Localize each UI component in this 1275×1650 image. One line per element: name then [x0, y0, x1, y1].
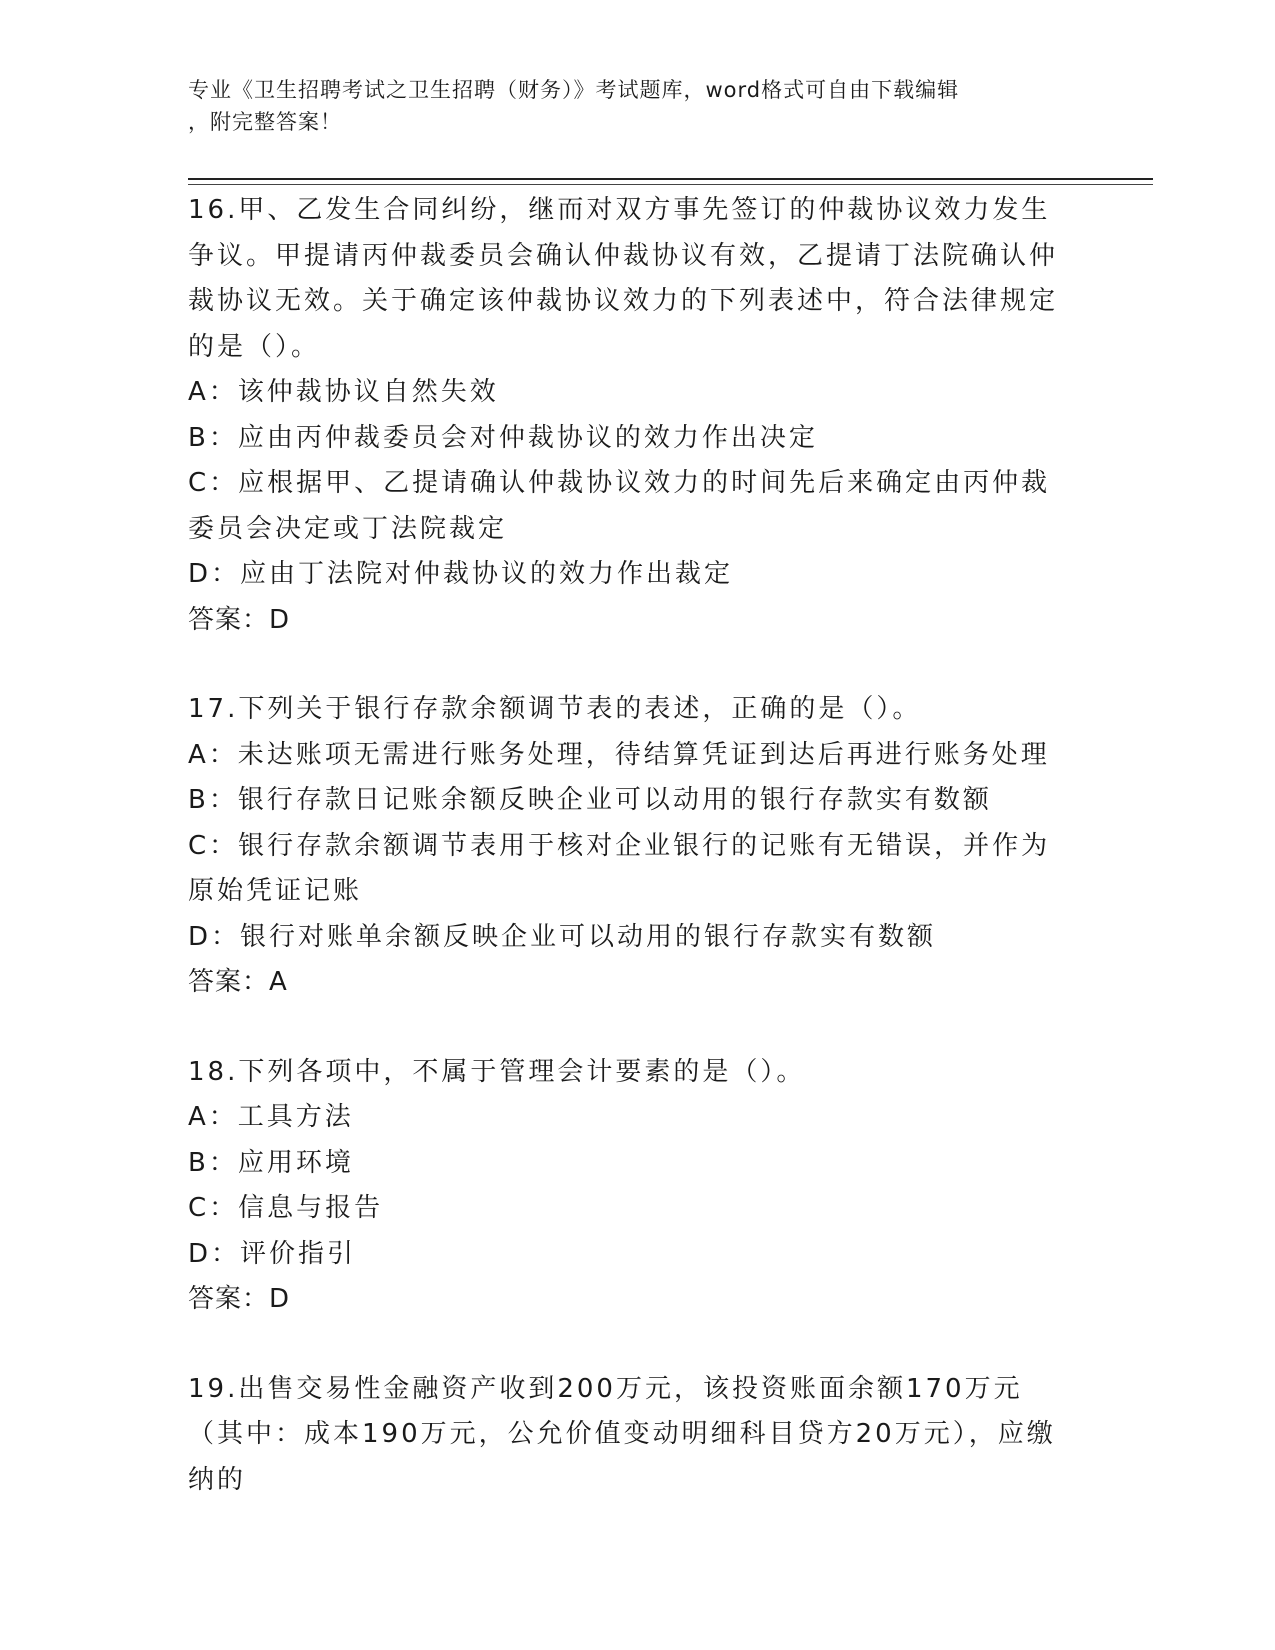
question-17	[188, 687, 1078, 1006]
question-16	[188, 188, 1078, 643]
option-a: A：该仲裁协议自然失效	[188, 377, 499, 407]
question-19	[188, 1367, 1078, 1504]
answer-label: 答案：A	[188, 967, 288, 997]
question-stem: 16.甲、乙发生合同纠纷，继而对双方事先签订的仲裁协议效力发生争议。甲提请丙仲裁委员会确认仲裁协议有效，乙提请丁法院确认仲裁协议无效。关于确定该仲裁协议效力的下列表述中，符合法律规定的是（）。	[188, 195, 1059, 362]
option-a: A：未达账项无需进行账务处理，待结算凭证到达后再进行账务处理	[188, 739, 1050, 770]
option-b: B：应用环境	[188, 1147, 354, 1178]
option-a: A：工具方法	[188, 1102, 354, 1132]
answer-label: 答案：D	[188, 1284, 291, 1314]
option-c: C：应根据甲、乙提请确认仲裁协议效力的时间先后来确定由丙仲裁委员会决定或丁法院裁定	[188, 468, 1051, 544]
question-18	[188, 1050, 1078, 1323]
option-b: B：银行存款日记账余额反映企业可以动用的银行存款实有数额	[188, 785, 992, 815]
header-divider-thick	[188, 178, 1153, 180]
question-stem: 18.下列各项中，不属于管理会计要素的是（）。	[188, 1056, 806, 1087]
question-list	[188, 188, 1078, 1547]
option-c: C：银行存款余额调节表用于核对企业银行的记账有无错误，并作为原始凭证记账	[188, 830, 1051, 906]
header-divider-thin	[188, 184, 1153, 185]
option-d: D：评价指引	[188, 1238, 357, 1269]
option-c: C：信息与报告	[188, 1193, 384, 1223]
option-b: B：应由丙仲裁委员会对仲裁协议的效力作出决定	[188, 422, 818, 453]
option-d: D：应由丁法院对仲裁协议的效力作出裁定	[188, 559, 734, 589]
header-line-1: 专业《卫生招聘考试之卫生招聘（财务）》考试题库，word格式可自由下载编辑	[188, 78, 960, 102]
document-header-note	[188, 74, 1068, 138]
question-stem: 17.下列关于银行存款余额调节表的表述，正确的是（）。	[188, 694, 922, 724]
question-stem: 19.出售交易性金融资产收到200万元，该投资账面余额170万元（其中：成本190万元，公允价值变动明细科目贷方20万元），应缴纳的	[188, 1373, 1056, 1495]
header-line-2: ，附完整答案！	[188, 110, 342, 134]
option-d: D：银行对账单余额反映企业可以动用的银行存款实有数额	[188, 921, 937, 952]
answer-label: 答案：D	[188, 604, 291, 635]
